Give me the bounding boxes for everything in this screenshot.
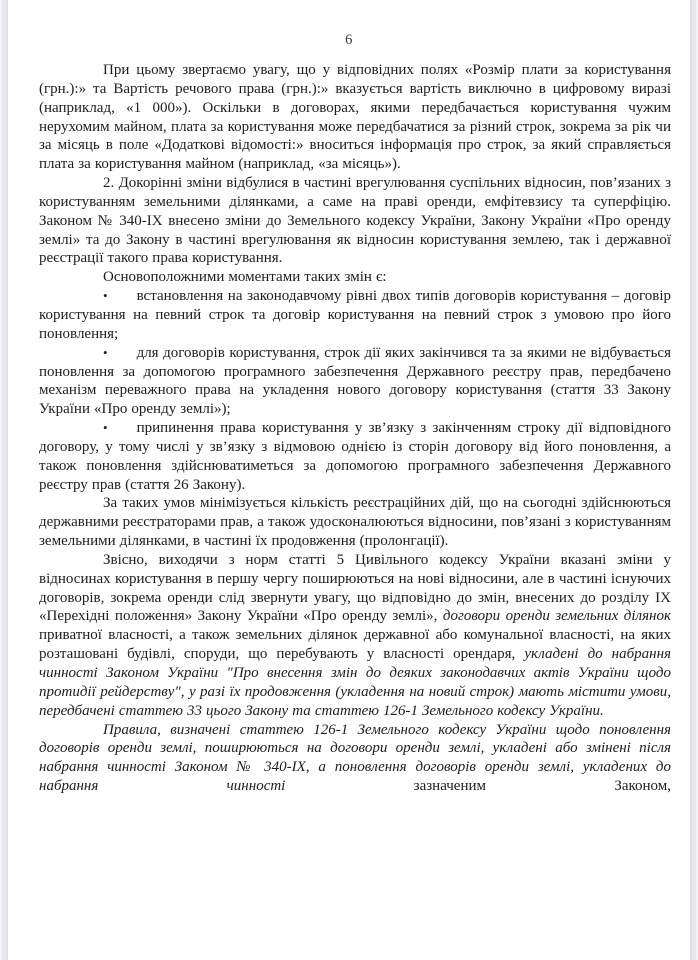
- bullet-text: встановлення на законодавчому рівні двох типів договорів користування – договір користування на певний строк та договір користування на певний строк з умовою про його поновлення;: [39, 288, 671, 342]
- paragraph-minimized-registrations: [39, 494, 671, 551]
- paragraph-land-relations-changes: [39, 174, 671, 268]
- page-edge-left: [0, 0, 8, 960]
- paragraph-transitional-provisions: [39, 551, 671, 721]
- paragraph-text: Основоположними моментами таких змін є:: [103, 269, 387, 286]
- bullet-icon: •: [103, 344, 108, 360]
- page-number: 6: [345, 32, 353, 48]
- bullet-item-termination-of-rights: [39, 419, 671, 494]
- paragraph-text: За таких умов мінімізується кількість реєстраційних дій, що на сьогодні здійснюються державними реєстраторами прав, а також удосконалюються відносини, пов’язані з користуванням земельними ділянками, в частині їх продовження (пролонгації).: [39, 495, 671, 550]
- paragraph-text: приватної власності, а також земельних ділянок державної або комунальної власності, на яких розташовані будівлі, споруди, що перебувають у власності орендаря,: [39, 627, 671, 663]
- paragraph-payment-fields-note: [39, 61, 671, 174]
- bullet-text: для договорів користування, строк дії яких закінчився та за якими не відбувається поновлення за допомогою програмного забезпечення Державного реєстру прав, передбачено механізм переважного права на укладення нового договору користування (стаття 33 Закону України «Про оренду землі»);: [39, 344, 671, 418]
- bullet-icon: •: [103, 420, 108, 436]
- paragraph-text: Звісно, виходячи з норм статті 5 Цивільного кодексу України вказані зміни у відносинах користування в першу чергу поширюються на нові відносини, але в частині існуючих договорів, зокрема оренди слід звернути увагу, що відповідно до змін, внесених до розділу ІХ «Перехідні положення» Закону України «Про оренду землі»,: [39, 551, 671, 625]
- paragraph-renewal-rules: [39, 721, 671, 796]
- paragraph-text-italic: Правила, визначені статтею 126-1 Земельного кодексу України щодо поновлення договорів оренди землі, поширюються на договори оренди землі, укладені або змінені після набрання чинності Законом № 340-ІХ, а поновлення договорів оренди землі, укладених до набрання чинності: [39, 721, 671, 795]
- paragraph-text: 2. Докорінні зміни відбулися в частині врегулювання суспільних відносин, пов’язаних з користуванням земельними ділянками, а саме на праві оренди, емфітевзису та суперфіцію. Законом № 340-ІХ внесено зміни до Земельного кодексу України, Закону України «Про оренду землі» та до Закону в частині врегулювання як відносин користування землею, так і державної реєстрації такого права користування.: [39, 175, 671, 267]
- paragraph-text-italic: договори оренди земельних ділянок: [442, 608, 671, 625]
- document-body: [39, 61, 671, 796]
- page-edge-right: [690, 0, 698, 960]
- bullet-item-expired-contracts: [39, 344, 671, 419]
- paragraph-text-italic: укладені до набрання чинності Законом України "Про внесення змін до деяких законодавчих актів України щодо протидії рейдерству", у разі їх продовження (укладення на новий строк) мають містити умови, передбачені статтею 33 цього Закону та статтею 126-1 Земельного кодексу України.: [39, 646, 672, 719]
- paragraph-text: зазначеним Законом,: [413, 778, 672, 795]
- bullet-icon: •: [103, 288, 108, 304]
- bullet-item-contract-types: [39, 287, 671, 344]
- paragraph-key-points-intro: [39, 268, 671, 287]
- paragraph-text: При цьому звертаємо увагу, що у відповідних полях «Розмір плати за користування (грн.):» та Вартість речового права (грн.):» вказується вартість виключно в цифровому виразі (наприклад, «1 000»). Оскільки в договорах, якими передбачається користування чужим нерухомим майном, плата за користування може передбачатися за різний строк, зокрема за рік чи за місяць в поле «Додаткові відомості:» вноситься інформація про строк, за який справляється плата за користування майном (наприклад, «за місяць»).: [39, 62, 671, 173]
- bullet-text: припинення права користування у зв’язку з закінченням строку дії відповідного договору, у тому числі у зв’язку з відмовою однією із сторін договору від його поновлення, а також поновлення здійснюватиметься за допомогою програмного забезпечення Державного реєстру прав (стаття 26 Закону).: [39, 420, 671, 493]
